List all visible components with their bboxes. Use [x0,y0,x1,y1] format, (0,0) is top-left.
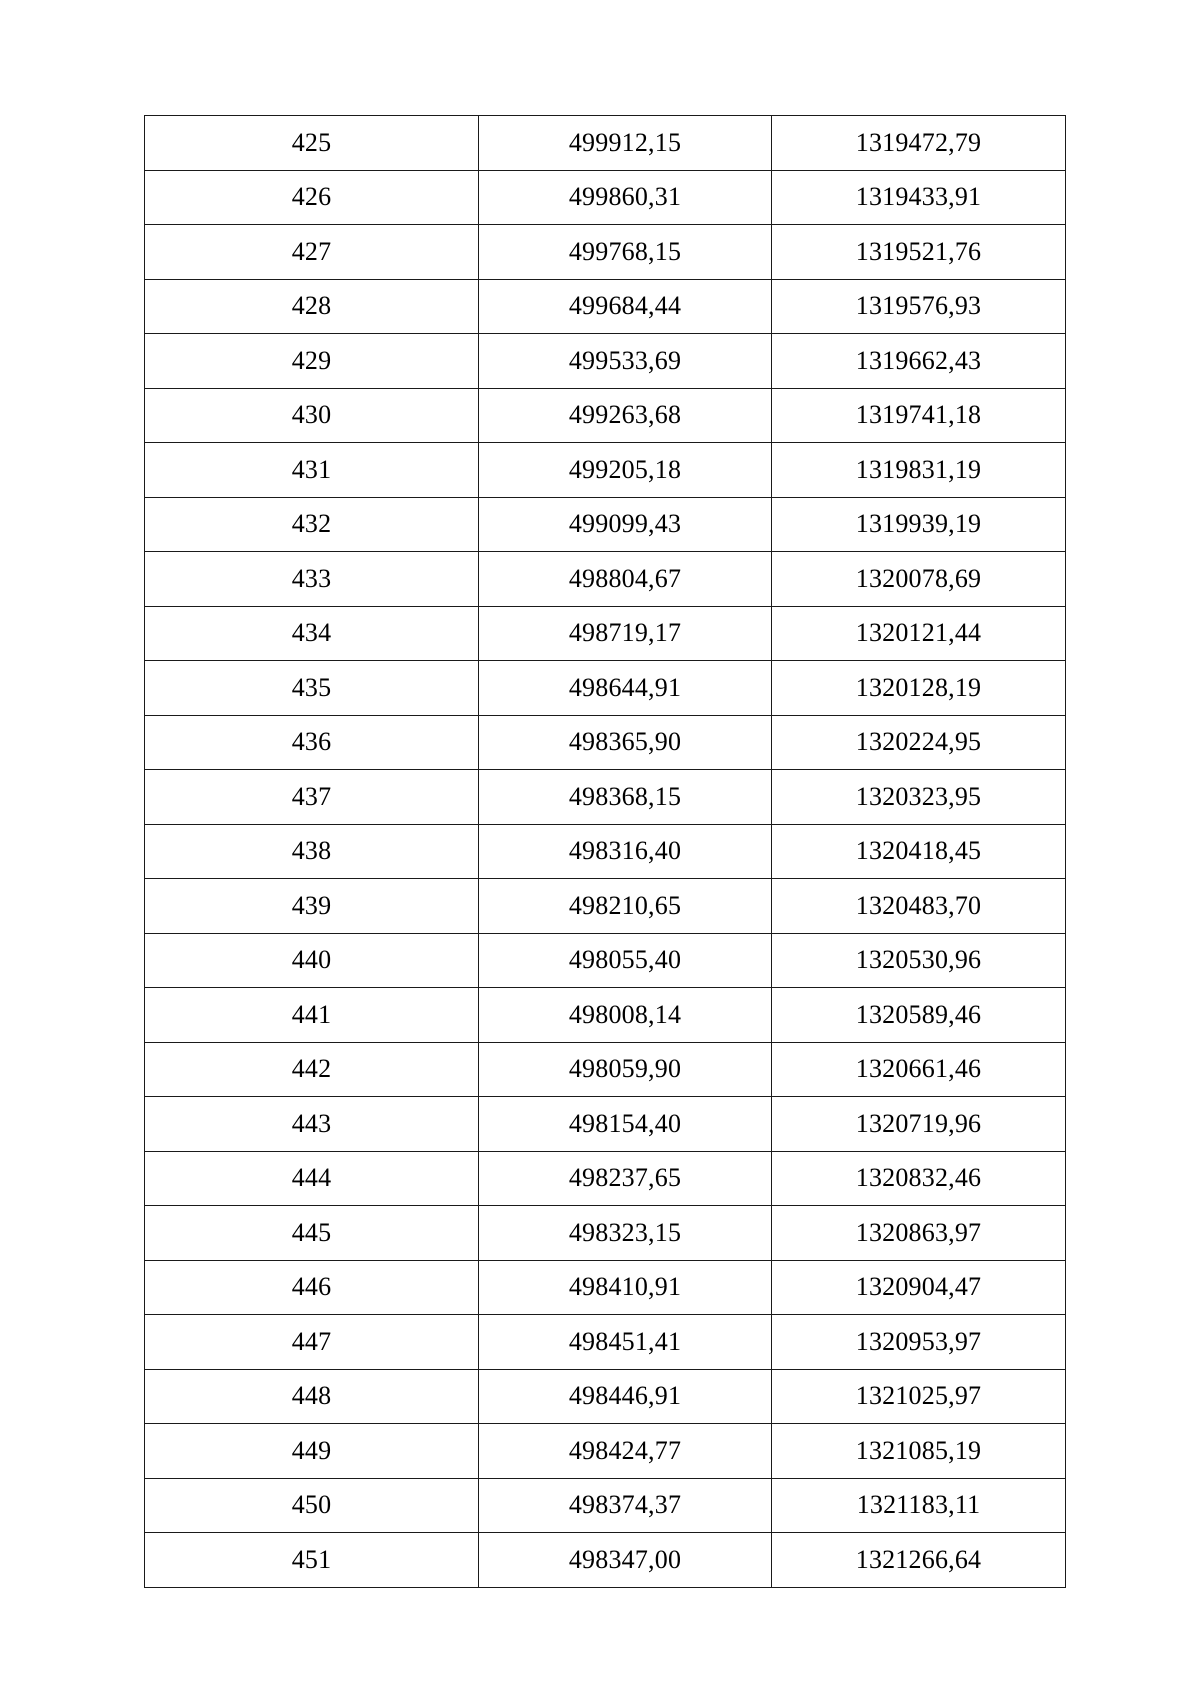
x-coordinate-cell: 499684,44 [479,279,772,334]
y-coordinate-cell: 1321085,19 [772,1424,1066,1479]
table-row [145,1369,1066,1424]
coordinates-table [144,115,1066,1588]
x-coordinate-cell: 499912,15 [479,116,772,171]
table-row [145,1424,1066,1479]
table-row [145,334,1066,389]
x-coordinate-cell: 498410,91 [479,1260,772,1315]
x-coordinate-cell: 498368,15 [479,770,772,825]
y-coordinate-cell: 1320224,95 [772,715,1066,770]
table-row [145,1206,1066,1261]
point-number-cell: 440 [145,933,479,988]
y-coordinate-cell: 1319662,43 [772,334,1066,389]
table-row [145,824,1066,879]
y-coordinate-cell: 1320863,97 [772,1206,1066,1261]
y-coordinate-cell: 1320483,70 [772,879,1066,934]
x-coordinate-cell: 498316,40 [479,824,772,879]
table-row [145,388,1066,443]
y-coordinate-cell: 1321266,64 [772,1533,1066,1588]
y-coordinate-cell: 1320832,46 [772,1151,1066,1206]
x-coordinate-cell: 499263,68 [479,388,772,443]
x-coordinate-cell: 498059,90 [479,1042,772,1097]
point-number-cell: 448 [145,1369,479,1424]
x-coordinate-cell: 498365,90 [479,715,772,770]
y-coordinate-cell: 1320953,97 [772,1315,1066,1370]
x-coordinate-cell: 498374,37 [479,1478,772,1533]
y-coordinate-cell: 1319741,18 [772,388,1066,443]
table-row [145,1478,1066,1533]
y-coordinate-cell: 1321025,97 [772,1369,1066,1424]
point-number-cell: 432 [145,497,479,552]
table-row [145,606,1066,661]
x-coordinate-cell: 498424,77 [479,1424,772,1479]
point-number-cell: 447 [145,1315,479,1370]
x-coordinate-cell: 498008,14 [479,988,772,1043]
point-number-cell: 425 [145,116,479,171]
table-row [145,1042,1066,1097]
y-coordinate-cell: 1320323,95 [772,770,1066,825]
y-coordinate-cell: 1319521,76 [772,225,1066,280]
table-row [145,715,1066,770]
x-coordinate-cell: 499099,43 [479,497,772,552]
table-row [145,661,1066,716]
point-number-cell: 437 [145,770,479,825]
point-number-cell: 436 [145,715,479,770]
y-coordinate-cell: 1320128,19 [772,661,1066,716]
y-coordinate-cell: 1319576,93 [772,279,1066,334]
y-coordinate-cell: 1320121,44 [772,606,1066,661]
table-row [145,1151,1066,1206]
x-coordinate-cell: 499768,15 [479,225,772,280]
y-coordinate-cell: 1320589,46 [772,988,1066,1043]
point-number-cell: 444 [145,1151,479,1206]
table-row [145,225,1066,280]
point-number-cell: 430 [145,388,479,443]
table-row [145,1315,1066,1370]
table-row [145,988,1066,1043]
point-number-cell: 443 [145,1097,479,1152]
point-number-cell: 431 [145,443,479,498]
x-coordinate-cell: 499533,69 [479,334,772,389]
point-number-cell: 449 [145,1424,479,1479]
x-coordinate-cell: 498644,91 [479,661,772,716]
table-row [145,497,1066,552]
point-number-cell: 426 [145,170,479,225]
x-coordinate-cell: 498323,15 [479,1206,772,1261]
point-number-cell: 445 [145,1206,479,1261]
x-coordinate-cell: 498210,65 [479,879,772,934]
table-row [145,1533,1066,1588]
y-coordinate-cell: 1319433,91 [772,170,1066,225]
y-coordinate-cell: 1319831,19 [772,443,1066,498]
point-number-cell: 439 [145,879,479,934]
x-coordinate-cell: 498347,00 [479,1533,772,1588]
point-number-cell: 438 [145,824,479,879]
point-number-cell: 429 [145,334,479,389]
y-coordinate-cell: 1320661,46 [772,1042,1066,1097]
table-row [145,770,1066,825]
y-coordinate-cell: 1320078,69 [772,552,1066,607]
x-coordinate-cell: 498237,65 [479,1151,772,1206]
point-number-cell: 446 [145,1260,479,1315]
x-coordinate-cell: 498446,91 [479,1369,772,1424]
y-coordinate-cell: 1320418,45 [772,824,1066,879]
point-number-cell: 428 [145,279,479,334]
point-number-cell: 433 [145,552,479,607]
y-coordinate-cell: 1320904,47 [772,1260,1066,1315]
point-number-cell: 450 [145,1478,479,1533]
point-number-cell: 442 [145,1042,479,1097]
table-row [145,879,1066,934]
y-coordinate-cell: 1319472,79 [772,116,1066,171]
table-row [145,1260,1066,1315]
x-coordinate-cell: 498451,41 [479,1315,772,1370]
table-row [145,279,1066,334]
point-number-cell: 427 [145,225,479,280]
x-coordinate-cell: 499205,18 [479,443,772,498]
table-row [145,552,1066,607]
x-coordinate-cell: 498055,40 [479,933,772,988]
y-coordinate-cell: 1319939,19 [772,497,1066,552]
point-number-cell: 441 [145,988,479,1043]
y-coordinate-cell: 1320719,96 [772,1097,1066,1152]
x-coordinate-cell: 498719,17 [479,606,772,661]
y-coordinate-cell: 1321183,11 [772,1478,1066,1533]
point-number-cell: 434 [145,606,479,661]
table-row [145,933,1066,988]
table-row [145,116,1066,171]
x-coordinate-cell: 498154,40 [479,1097,772,1152]
x-coordinate-cell: 499860,31 [479,170,772,225]
table-row [145,443,1066,498]
point-number-cell: 435 [145,661,479,716]
table-row [145,170,1066,225]
point-number-cell: 451 [145,1533,479,1588]
coordinates-table-body [145,116,1066,1588]
x-coordinate-cell: 498804,67 [479,552,772,607]
y-coordinate-cell: 1320530,96 [772,933,1066,988]
table-row [145,1097,1066,1152]
